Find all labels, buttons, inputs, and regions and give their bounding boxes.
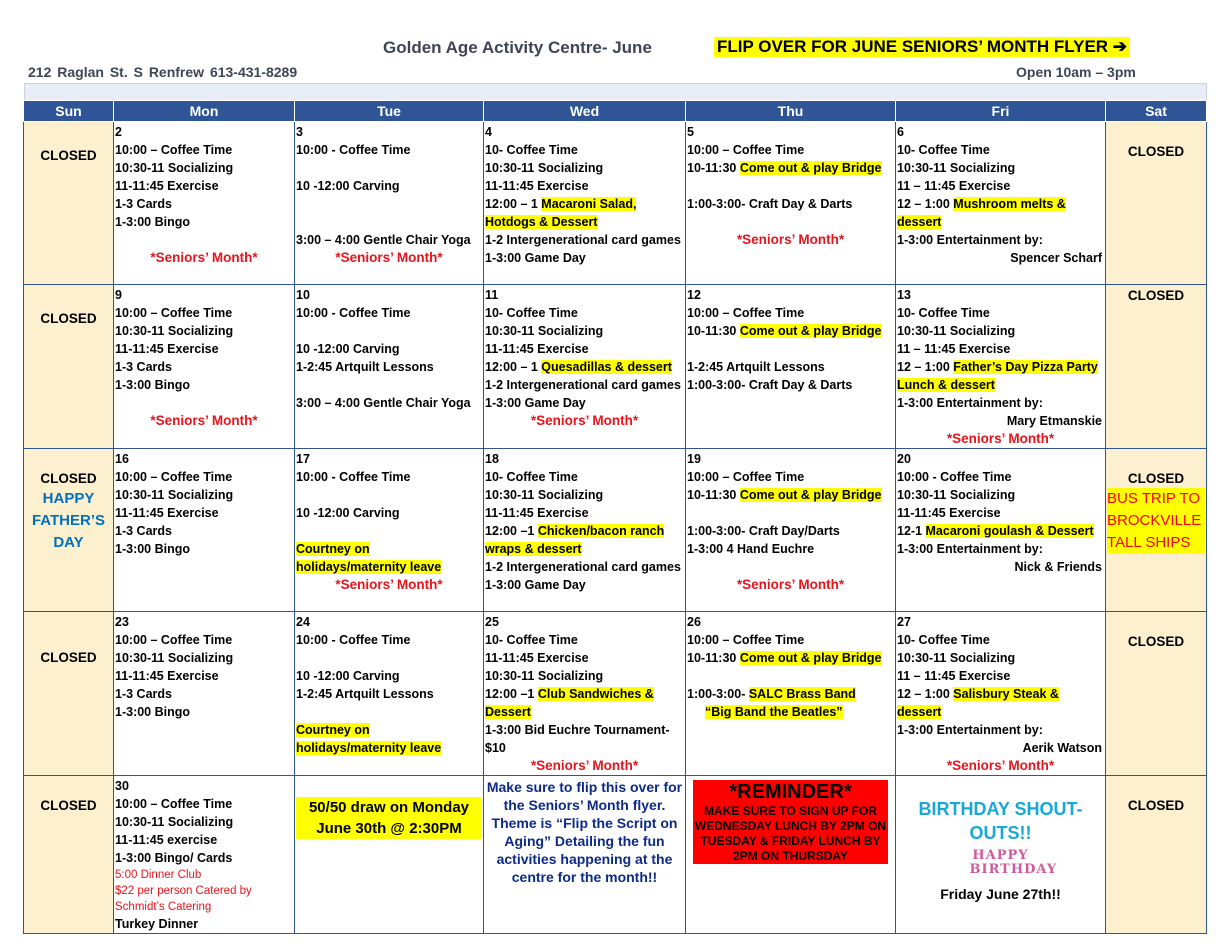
day-header-fri: Fri <box>896 101 1106 122</box>
page-title: Golden Age Activity Centre- June <box>383 38 652 57</box>
closed-label: CLOSED <box>40 650 97 665</box>
notice <box>296 721 482 757</box>
lunch-menu: Macaroni goulash & Dessert <box>925 524 1094 538</box>
event: 10:00 - Coffee Time <box>296 143 411 157</box>
sat-cell <box>1106 285 1207 449</box>
event: 1-3:00 Entertainment by: <box>897 233 1043 247</box>
event: 10 -12:00 Carving <box>296 506 400 520</box>
day-cell-30 <box>114 776 295 934</box>
event: 10:00 – Coffee Time <box>115 143 233 157</box>
event: 11-11:45 Exercise <box>485 506 589 520</box>
event: 1-3:00 Bingo <box>115 705 191 719</box>
event: 10- Coffee Time <box>485 306 578 320</box>
event: 11-11:45 Exercise <box>485 342 589 356</box>
event: 1-3 Cards <box>115 524 172 538</box>
seniors-month-label: *Seniors’ Month* <box>530 758 639 773</box>
lunch-event: 12 – 1:00 Mushroom melts & dessert <box>897 197 1066 229</box>
day-cell-23 <box>114 612 295 776</box>
week-row <box>24 122 1207 285</box>
event: 1-2:45 Artquilt Lessons <box>296 687 434 701</box>
event: 1-3:00 4 Hand Euchre <box>687 542 815 556</box>
lunch-event: 12 – 1:00 Father’s Day Pizza Party Lunch & dessert <box>897 360 1098 392</box>
reminder-box <box>693 780 888 864</box>
seniors-month-label: *Seniors’ Month* <box>335 577 443 592</box>
day-number: 18 <box>485 452 499 466</box>
day-number: 17 <box>296 452 310 466</box>
day-header-tue: Tue <box>295 101 484 122</box>
event: 1-3 Cards <box>115 360 172 374</box>
lunch-menu: Quesadillas & dessert <box>541 360 672 374</box>
event: 10:30-11 Socializing <box>897 488 1016 502</box>
event: 1-3:00 Game Day <box>485 578 586 592</box>
event: 1-2 Intergenerational card games <box>485 560 681 574</box>
courtney-leave-note: Courtney on holidays/maternity leave <box>296 723 442 755</box>
event: Turkey Dinner <box>115 917 199 931</box>
event: 10:00 – Coffee Time <box>115 797 233 811</box>
closed-label: CLOSED <box>40 798 97 813</box>
day-number: 30 <box>115 779 129 793</box>
day-number: 4 <box>485 125 492 139</box>
event: 10:00 - Coffee Time <box>296 633 411 647</box>
sun-cell <box>24 612 114 776</box>
event: 11-11:45 Exercise <box>115 506 219 520</box>
closed-label: CLOSED <box>1127 288 1185 303</box>
event: 1-3:00 Entertainment by: <box>897 396 1043 410</box>
happy-birthday-graphic <box>969 848 1058 877</box>
birthday-cell <box>896 776 1106 934</box>
seniors-month-label: *Seniors’ Month* <box>335 250 443 265</box>
birthday-shoutouts-title: BIRTHDAY SHOUT-OUTS!! <box>918 799 1083 843</box>
event: 10- Coffee Time <box>897 306 990 320</box>
day-cell-4 <box>484 122 686 285</box>
day-cell-25 <box>484 612 686 776</box>
lunch-menu: Macaroni Salad, Hotdogs & Dessert <box>485 197 637 229</box>
lunch-event: 12-1 Macaroni goulash & Dessert <box>897 524 1094 538</box>
event: 1-3:00 Bingo <box>115 215 191 229</box>
event: 10:00 – Coffee Time <box>687 633 805 647</box>
event: 3:00 – 4:00 Gentle Chair Yoga <box>296 396 471 410</box>
event: 10:30-11 Socializing <box>115 815 234 829</box>
event: 10:00 – Coffee Time <box>687 470 805 484</box>
birthday-date: Friday June 27th!! <box>940 886 1061 902</box>
event: 1-3:00 Game Day <box>485 251 586 265</box>
day-number: 9 <box>115 288 122 302</box>
day-cell-5 <box>686 122 896 285</box>
seniors-month-label: *Seniors’ Month* <box>530 413 639 428</box>
closed-label: CLOSED <box>40 148 97 163</box>
week-row <box>24 449 1207 612</box>
day-header-wed: Wed <box>484 101 686 122</box>
event: 1-2 Intergenerational card games <box>485 233 681 247</box>
event: 10:30-11 Socializing <box>485 161 604 175</box>
lunch-event: 12 – 1:00 Salisbury Steak & dessert <box>897 687 1059 719</box>
event: 11-11:45 Exercise <box>485 179 589 193</box>
event: 1-3:00 Bingo/ Cards <box>115 851 233 865</box>
day-number: 27 <box>897 615 911 629</box>
lunch-event: 12:00 – 1 Macaroni Salad, Hotdogs & Dessert <box>485 197 637 229</box>
reminder-body: MAKE SURE TO SIGN UP FOR WEDNESDAY LUNCH BY 2PM ON TUESDAY & FRIDAY LUNCH BY 2PM ON THURSDAY <box>694 804 887 863</box>
seniors-month-label: *Seniors’ Month* <box>736 577 845 592</box>
seniors-month-label: *Seniors’ Month* <box>946 758 1055 773</box>
event: 11-11:45 Exercise <box>115 179 219 193</box>
address-line: 212 Raglan St. S Renfrew 613-431-8289 <box>28 64 298 80</box>
day-cell-tue-note <box>295 776 484 934</box>
closed-label: CLOSED <box>1127 144 1185 159</box>
day-cell-18 <box>484 449 686 612</box>
sun-cell <box>24 122 114 285</box>
event: 10- Coffee Time <box>897 633 990 647</box>
band-event: 1:00-3:00- SALC Brass Band <box>687 687 856 701</box>
day-number: 12 <box>687 288 701 302</box>
lunch-menu: Father’s Day Pizza Party Lunch & dessert <box>897 360 1098 392</box>
event: 10:30-11 Socializing <box>485 324 604 338</box>
day-number: 5 <box>687 125 694 139</box>
event: 1-3 Cards <box>115 197 172 211</box>
event: 10:30-11 Socializing <box>897 651 1016 665</box>
event: 1-3 Cards <box>115 687 172 701</box>
event: 1-2 Intergenerational card games <box>485 378 681 392</box>
sun-cell <box>24 285 114 449</box>
day-header-thu: Thu <box>686 101 896 122</box>
event: 1-2:45 Artquilt Lessons <box>296 360 434 374</box>
event: 1-3:00 Bingo <box>115 542 191 556</box>
event: 10:30-11 Socializing <box>485 488 604 502</box>
day-number: 26 <box>687 615 701 629</box>
day-cell-17 <box>295 449 484 612</box>
closed-label: CLOSED <box>1127 634 1185 649</box>
event: 1:00-3:00- Craft Day/Darts <box>687 524 840 538</box>
seniors-month-label: *Seniors’ Month* <box>150 250 258 265</box>
day-cell-13 <box>896 285 1106 449</box>
event: 10:00 - Coffee Time <box>897 470 1012 484</box>
event: 10:00 - Coffee Time <box>296 306 411 320</box>
day-number: 19 <box>687 452 701 466</box>
seniors-month-label: *Seniors’ Month* <box>946 431 1055 446</box>
flip-reminder-cell <box>484 776 686 934</box>
closed-label: CLOSED <box>1127 798 1185 813</box>
day-cell-2 <box>114 122 295 285</box>
day-cell-11 <box>484 285 686 449</box>
seniors-month-label: *Seniors’ Month* <box>736 232 845 247</box>
day-cell-19 <box>686 449 896 612</box>
day-header-sun: Sun <box>24 101 114 122</box>
day-number: 25 <box>485 615 499 629</box>
dinner-club: 5:00 Dinner Club <box>115 869 202 881</box>
event: 10:30-11 Socializing <box>115 324 234 338</box>
sun-cell <box>24 776 114 934</box>
day-header-sat: Sat <box>1106 101 1207 122</box>
day-cell-24 <box>295 612 484 776</box>
event: 11-11:45 Exercise <box>115 342 219 356</box>
event: 1:00-3:00- Craft Day & Darts <box>687 197 853 211</box>
day-number: 3 <box>296 125 303 139</box>
opening-hours: Open 10am – 3pm <box>1016 64 1136 80</box>
event: 10:30-11 Socializing <box>115 488 234 502</box>
event: 11-11:45 Exercise <box>897 506 1001 520</box>
calendar-grid <box>23 100 1207 934</box>
event: 1-3:00 Bingo <box>115 378 191 392</box>
event: 11 – 11:45 Exercise <box>897 669 1011 683</box>
entertainer: Spencer Scharf <box>1010 251 1102 265</box>
event: 10- Coffee Time <box>897 143 990 157</box>
event: 10:30-11 Socializing <box>897 324 1016 338</box>
entertainer: Aerik Watson <box>1022 741 1102 755</box>
bridge-event: 10-11:30 Come out & play Bridge <box>687 324 882 338</box>
lunch-event: 12:00 – 1 Quesadillas & dessert <box>485 360 672 374</box>
fathers-day-label: HAPPY FATHER’S DAY <box>31 490 106 551</box>
event: 10:00 – Coffee Time <box>115 633 233 647</box>
lunch-menu: Chicken/bacon ranch wraps & dessert <box>485 524 665 556</box>
day-number: 13 <box>897 288 911 302</box>
sat-cell <box>1106 612 1207 776</box>
flip-reminder-note: Make sure to flip this over for the Seniors’ Month flyer. Theme is “Flip the Script on Aging” Detailing the fun activities happening at the centre for the month!! <box>486 779 683 885</box>
event: 1-3:00 Entertainment by: <box>897 723 1043 737</box>
dinner-club-details: $22 per person Catered by Schmidt’s Catering <box>115 885 252 913</box>
day-number: 20 <box>897 452 911 466</box>
flip-flyer-note: FLIP OVER FOR JUNE SENIORS’ MONTH FLYER ➔ <box>714 37 1130 57</box>
day-cell-9 <box>114 285 295 449</box>
event: 11-11:45 Exercise <box>115 669 219 683</box>
lunch-menu: Mushroom melts & dessert <box>897 197 1066 229</box>
event: 10 -12:00 Carving <box>296 669 400 683</box>
day-cell-20 <box>896 449 1106 612</box>
fifty-fifty-draw: 50/50 draw on Monday June 30th @ 2:30PM <box>296 797 482 839</box>
seniors-month-label: *Seniors’ Month* <box>150 413 258 428</box>
day-number: 10 <box>296 288 310 302</box>
day-cell-16 <box>114 449 295 612</box>
sat-cell <box>1106 449 1207 612</box>
event: 3:00 – 4:00 Gentle Chair Yoga <box>296 233 471 247</box>
courtney-leave-note: Courtney on holidays/maternity leave <box>296 542 442 574</box>
event: 10:30-11 Socializing <box>897 161 1016 175</box>
day-number: 2 <box>115 125 122 139</box>
event: 11 – 11:45 Exercise <box>897 179 1011 193</box>
reminder-cell <box>686 776 896 934</box>
week-row <box>24 285 1207 449</box>
day-header-row <box>24 101 1207 122</box>
event: 1-3:00 Game Day <box>485 396 586 410</box>
event: 10:00 – Coffee Time <box>687 306 805 320</box>
event: 1-3:00 Entertainment by: <box>897 542 1043 556</box>
event: 10:00 – Coffee Time <box>687 143 805 157</box>
event: 10:30-11 Socializing <box>115 161 234 175</box>
day-cell-26 <box>686 612 896 776</box>
event: 10 -12:00 Carving <box>296 342 400 356</box>
reminder-title: *REMINDER* <box>729 781 852 803</box>
event: 10- Coffee Time <box>485 633 578 647</box>
closed-label: CLOSED <box>40 471 97 486</box>
event: 1-2:45 Artquilt Lessons <box>687 360 825 374</box>
event: 10:30-11 Socializing <box>115 651 234 665</box>
day-cell-12 <box>686 285 896 449</box>
event: 11 – 11:45 Exercise <box>897 342 1011 356</box>
entertainer: Mary Etmanskie <box>1006 414 1102 428</box>
day-number: 24 <box>296 615 310 629</box>
event: 10:00 – Coffee Time <box>115 306 233 320</box>
lunch-menu: Club Sandwiches & Dessert <box>485 687 654 719</box>
day-cell-10 <box>295 285 484 449</box>
event: 11-11:45 Exercise <box>485 651 589 665</box>
event: 11-11:45 exercise <box>115 833 218 847</box>
event: 10:00 – Coffee Time <box>115 470 233 484</box>
sat-cell <box>1106 122 1207 285</box>
event: 1-3:00 Bid Euchre Tournament- $10 <box>485 723 670 755</box>
notice <box>296 540 482 576</box>
closed-label: CLOSED <box>1127 471 1185 486</box>
day-cell-27 <box>896 612 1106 776</box>
event: 10- Coffee Time <box>485 470 578 484</box>
lunch-event: 12:00 –1 Chicken/bacon ranch wraps & dessert <box>485 524 665 556</box>
bridge-event: 10-11:30 Come out & play Bridge <box>687 161 882 175</box>
week-row <box>24 776 1207 934</box>
week-row <box>24 612 1207 776</box>
closed-label: CLOSED <box>40 311 97 326</box>
day-header-mon: Mon <box>114 101 295 122</box>
bridge-event: 10-11:30 Come out & play Bridge <box>687 488 882 502</box>
lunch-event: 12:00 –1 Club Sandwiches & Dessert <box>485 687 654 719</box>
bus-trip-note: BUS TRIP TO BROCKVILLE TALL SHIPS <box>1107 488 1205 554</box>
day-number: 23 <box>115 615 129 629</box>
day-number: 6 <box>897 125 904 139</box>
bridge-event: 10-11:30 Come out & play Bridge <box>687 651 882 665</box>
band-title: “Big Band the Beatles” <box>705 705 843 719</box>
entertainer: Nick & Friends <box>1014 560 1102 574</box>
lunch-menu: Salisbury Steak & dessert <box>897 687 1059 719</box>
event: 1:00-3:00- Craft Day & Darts <box>687 378 853 392</box>
day-cell-3 <box>295 122 484 285</box>
event: 10:30-11 Socializing <box>485 669 604 683</box>
day-cell-6 <box>896 122 1106 285</box>
day-number: 11 <box>485 288 499 302</box>
event: 10:00 - Coffee Time <box>296 470 411 484</box>
day-number: 16 <box>115 452 129 466</box>
event: 10 -12:00 Carving <box>296 179 400 193</box>
sun-cell <box>24 449 114 612</box>
event: 10- Coffee Time <box>485 143 578 157</box>
sat-cell <box>1106 776 1207 934</box>
happy-birthday-text: HAPPY BIRTHDAY <box>969 848 1058 877</box>
